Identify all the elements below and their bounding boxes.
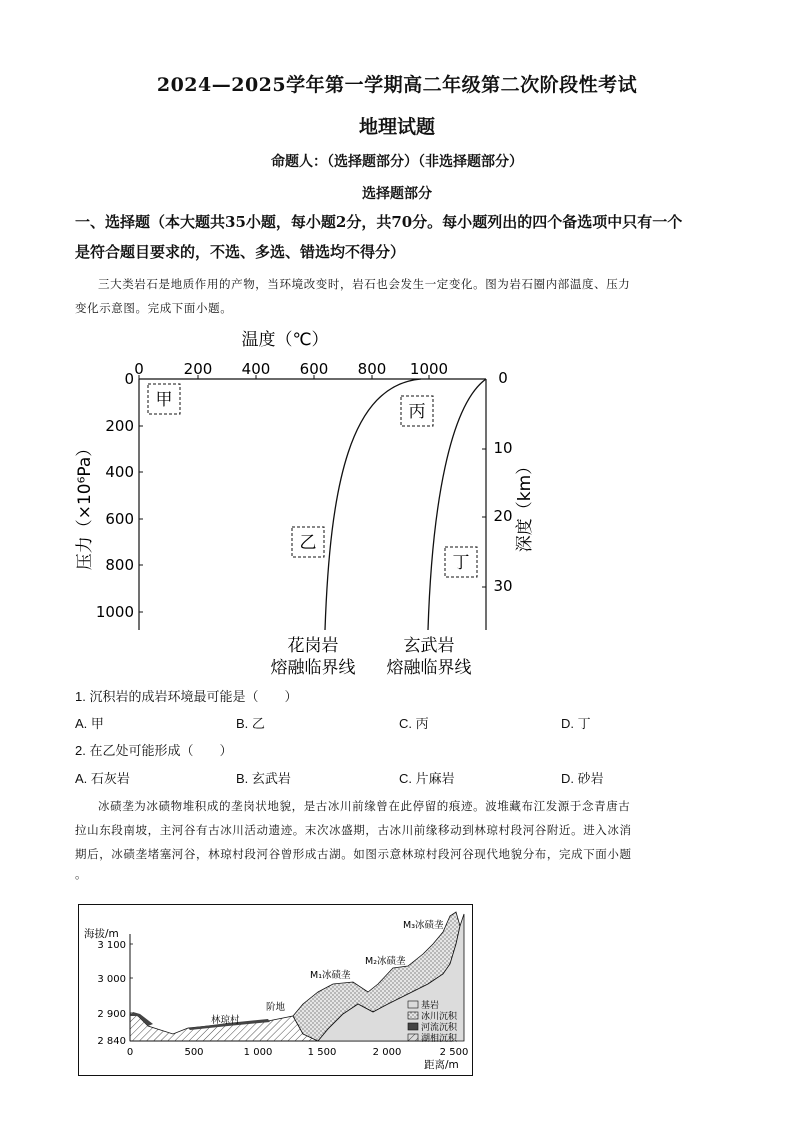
alt-tick-3100: 3 100 [97, 940, 126, 951]
x-tick-400: 400 [241, 360, 271, 378]
authors-line: 命题人：（选择题部分）（非选择题部分） [271, 154, 523, 170]
alt-tick-2840: 2 840 [97, 1036, 126, 1047]
box-yi: 乙 [299, 533, 317, 553]
label-m3: M₃冰碛垄 [403, 920, 444, 931]
x-tick-0: 0 [134, 360, 144, 378]
dist-tick-2000: 2 000 [372, 1047, 402, 1058]
q2-option-a[interactable]: A. 石灰岩 [75, 771, 130, 786]
passage-1-line2: 变化示意图。完成下面小题。 [75, 301, 233, 315]
q1-option-a[interactable]: A. 甲 [75, 716, 104, 731]
box-ding: 丁 [452, 553, 470, 573]
depth-tick-0: 0 [498, 369, 508, 387]
passage-2-line4: 。 [75, 867, 88, 881]
q1-option-b[interactable]: B. 乙 [236, 716, 265, 731]
legend-lake: 湖相沉积 [421, 1034, 458, 1044]
subject-title: 地理试题 [358, 116, 435, 138]
dist-tick-0: 0 [126, 1047, 134, 1058]
box-bing: 丙 [408, 402, 426, 422]
box-jia: 甲 [155, 390, 173, 410]
question-2-stem: 2. 在乙处可能形成（ ） [75, 743, 233, 758]
passage-2-line3: 期后，冰碛垄堵塞河谷，林琼村段河谷曾形成古湖。如图示意林琼村段河谷现代地貌分布，完成下面小题 [75, 847, 632, 861]
passage-2-line1: 冰碛垄为冰碛物堆积成的垄岗状地貌，是古冰川前缘曾在此停留的痕迹。波堆藏布江发源于念青唐古 [98, 799, 631, 813]
label-village: 林琼村 [211, 1015, 240, 1026]
basalt-label-2: 熔融临界线 [386, 658, 472, 678]
section-heading [75, 207, 725, 267]
exam-title: 2024—2025学年第一学期高二年级第二次阶段性考试 [156, 74, 638, 96]
x-tick-600: 600 [299, 360, 329, 378]
y-tick-400: 400 [105, 463, 134, 481]
rock-phase-diagram [60, 325, 540, 680]
section-heading-line2: 是符合题目要求的，不选、多选、错选均不得分） [75, 243, 406, 261]
legend-glacial: 冰川沉积 [421, 1012, 458, 1022]
depth-tick-30: 30 [493, 577, 513, 595]
x-axis-label: 温度（℃） [241, 330, 329, 350]
label-terrace: 阶地 [266, 1002, 286, 1013]
depth-tick-10: 10 [493, 439, 513, 457]
y-tick-200: 200 [105, 417, 134, 435]
basalt-label-1: 玄武岩 [403, 636, 455, 656]
dist-tick-500: 500 [184, 1047, 204, 1058]
distance-label: 距离/m [424, 1059, 459, 1071]
passage-1-line1: 三大类岩石是地质作用的产物，当环境改变时，岩石也会发生一定变化。图为岩石圈内部温度、压力 [98, 277, 631, 291]
y-tick-600: 600 [105, 510, 134, 528]
granite-melting-curve [325, 379, 421, 630]
dist-tick-1500: 1 500 [307, 1047, 337, 1058]
altitude-label: 海拔/m [84, 928, 119, 940]
passage-1 [75, 272, 720, 320]
y-axis-label: 压力（×10⁶Pa） [75, 439, 95, 571]
y-tick-0: 0 [124, 370, 134, 388]
legend-river: 河流沉积 [421, 1023, 458, 1033]
alt-tick-3000: 3 000 [97, 974, 126, 985]
section-heading-line1: 一、选择题（本大题共35小题，每小题2分，共70分。每小题列出的四个备选项中只有一个 [75, 213, 683, 231]
question-1-stem: 1. 沉积岩的成岩环境最可能是（ ） [75, 689, 298, 704]
part-title: 选择题部分 [362, 186, 432, 202]
q1-option-d[interactable]: D. 丁 [561, 716, 591, 731]
basalt-melting-curve [428, 379, 486, 630]
x-tick-200: 200 [183, 360, 213, 378]
q2-option-b[interactable]: B. 玄武岩 [236, 771, 291, 786]
q2-option-d[interactable]: D. 砂岩 [561, 771, 604, 786]
y-tick-1000: 1000 [95, 603, 134, 621]
label-m2: M₂冰碛垄 [365, 956, 406, 967]
legend-bedrock: 基岩 [421, 1001, 440, 1011]
x-tick-1000: 1000 [409, 360, 449, 378]
passage-2 [75, 794, 720, 882]
granite-label-2: 熔融临界线 [270, 658, 356, 678]
alt-tick-2900: 2 900 [97, 1009, 126, 1020]
label-m1: M₁冰碛垄 [310, 970, 351, 981]
depth-axis-label: 深度（km） [515, 457, 535, 553]
granite-label-1: 花岗岩 [287, 636, 339, 656]
y-tick-800: 800 [105, 556, 134, 574]
q2-option-c[interactable]: C. 片麻岩 [399, 771, 455, 786]
passage-2-line2: 拉山东段南坡，主河谷有古冰川活动遗迹。末次冰盛期，古冰川前缘移动到林琼村段河谷附近。进入冰消 [75, 823, 632, 837]
valley-profile-figure [78, 904, 473, 1076]
q1-option-c[interactable]: C. 丙 [399, 716, 429, 731]
dist-tick-1000: 1 000 [243, 1047, 273, 1058]
x-tick-800: 800 [357, 360, 387, 378]
depth-tick-20: 20 [493, 507, 513, 525]
dist-tick-2500: 2 500 [439, 1047, 469, 1058]
